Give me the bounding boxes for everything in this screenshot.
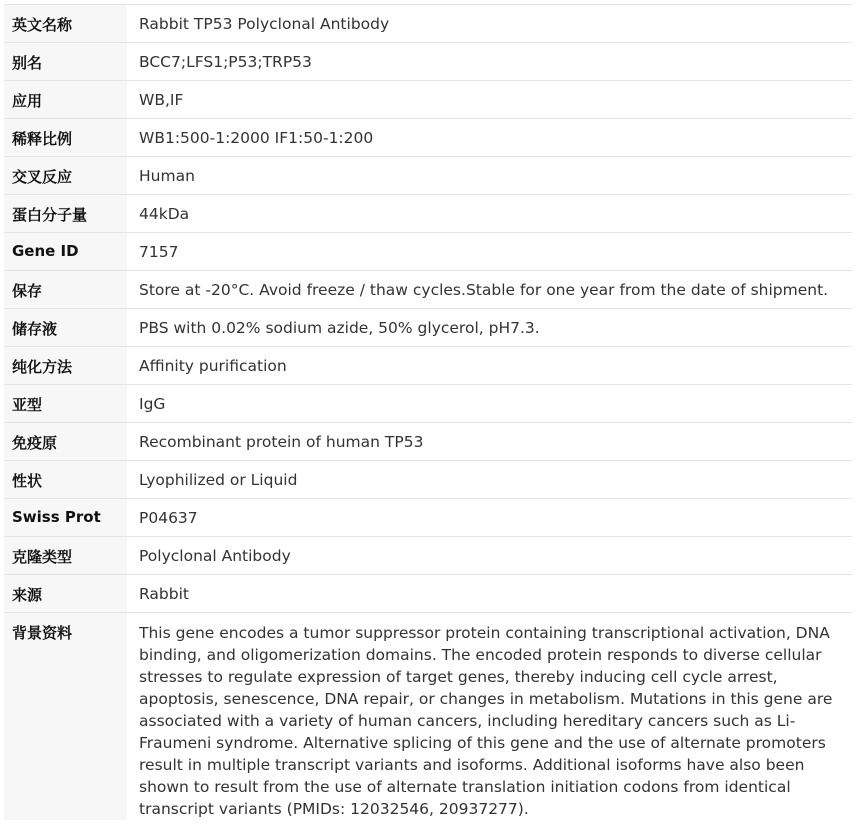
spec-label: 免疫原 [4, 423, 127, 460]
spec-row-purification [4, 347, 852, 385]
spec-label: 克隆类型 [4, 537, 127, 574]
spec-label: 保存 [4, 271, 127, 308]
spec-label: 性状 [4, 461, 127, 498]
spec-value: Recombinant protein of human TP53 [139, 433, 424, 451]
spec-row-clonality [4, 537, 852, 575]
spec-label: 应用 [4, 81, 127, 118]
spec-row-alias [4, 43, 852, 81]
spec-label: 来源 [4, 575, 127, 612]
spec-value: WB1:500-1:2000 IF1:50-1:200 [139, 129, 374, 147]
spec-value: Lyophilized or Liquid [139, 471, 298, 489]
spec-row-isotype [4, 385, 852, 423]
spec-value: WB,IF [139, 91, 184, 109]
spec-row-application [4, 81, 852, 119]
spec-label: 亚型 [4, 385, 127, 422]
spec-value: IgG [139, 395, 166, 413]
spec-label: 稀释比例 [4, 119, 127, 156]
spec-label: 交叉反应 [4, 157, 127, 194]
spec-value: Polyclonal Antibody [139, 547, 291, 565]
spec-label: 英文名称 [4, 5, 127, 42]
spec-label: 背景资料 [4, 613, 127, 820]
product-spec-table [4, 4, 852, 820]
spec-value: 44kDa [139, 205, 190, 223]
spec-row-gene-id [4, 233, 852, 271]
spec-row-background [4, 613, 852, 820]
spec-value: Affinity purification [139, 357, 287, 375]
spec-label: 蛋白分子量 [4, 195, 127, 232]
spec-row-swiss-prot [4, 499, 852, 537]
spec-value-background: This gene encodes a tumor suppressor protein containing transcriptional activation, DNA binding, and oligomerization domains. The encoded protein responds to diverse cellular stresses to regulate expression of target genes, thereby inducing cell cycle arrest, apoptosis, senescence, DNA repair, or changes in metabolism. Mutations in this gene are associated with a variety of human cancers, including hereditary cancers such as Li-Fraumeni syndrome. Alternative splicing of this gene and the use of alternate promoters result in multiple transcript variants and isoforms. Additional isoforms have also been shown to result from the use of alternate translation initiation codons from identical transcript variants (PMIDs: 12032546, 20937277). [139, 624, 833, 818]
spec-row-molecular-weight [4, 195, 852, 233]
spec-value: Rabbit [139, 585, 189, 603]
spec-label: Gene ID [4, 233, 127, 270]
spec-value: P04637 [139, 509, 198, 527]
spec-label: 别名 [4, 43, 127, 80]
spec-value: Store at -20°C. Avoid freeze / thaw cycles.Stable for one year from the date of shipment. [139, 281, 829, 299]
spec-row-english-name [4, 5, 852, 43]
spec-value: PBS with 0.02% sodium azide, 50% glycerol, pH7.3. [139, 319, 540, 337]
spec-row-storage [4, 271, 852, 309]
spec-value: Human [139, 167, 195, 185]
spec-label: 纯化方法 [4, 347, 127, 384]
spec-row-cross-reactivity [4, 157, 852, 195]
spec-row-immunogen [4, 423, 852, 461]
spec-row-storage-buffer [4, 309, 852, 347]
spec-value: Rabbit TP53 Polyclonal Antibody [139, 15, 390, 33]
spec-label: 储存液 [4, 309, 127, 346]
spec-label: Swiss Prot [4, 499, 127, 536]
spec-value: BCC7;LFS1;P53;TRP53 [139, 53, 312, 71]
spec-row-form [4, 461, 852, 499]
spec-value: 7157 [139, 243, 179, 261]
spec-row-host [4, 575, 852, 613]
spec-row-dilution [4, 119, 852, 157]
